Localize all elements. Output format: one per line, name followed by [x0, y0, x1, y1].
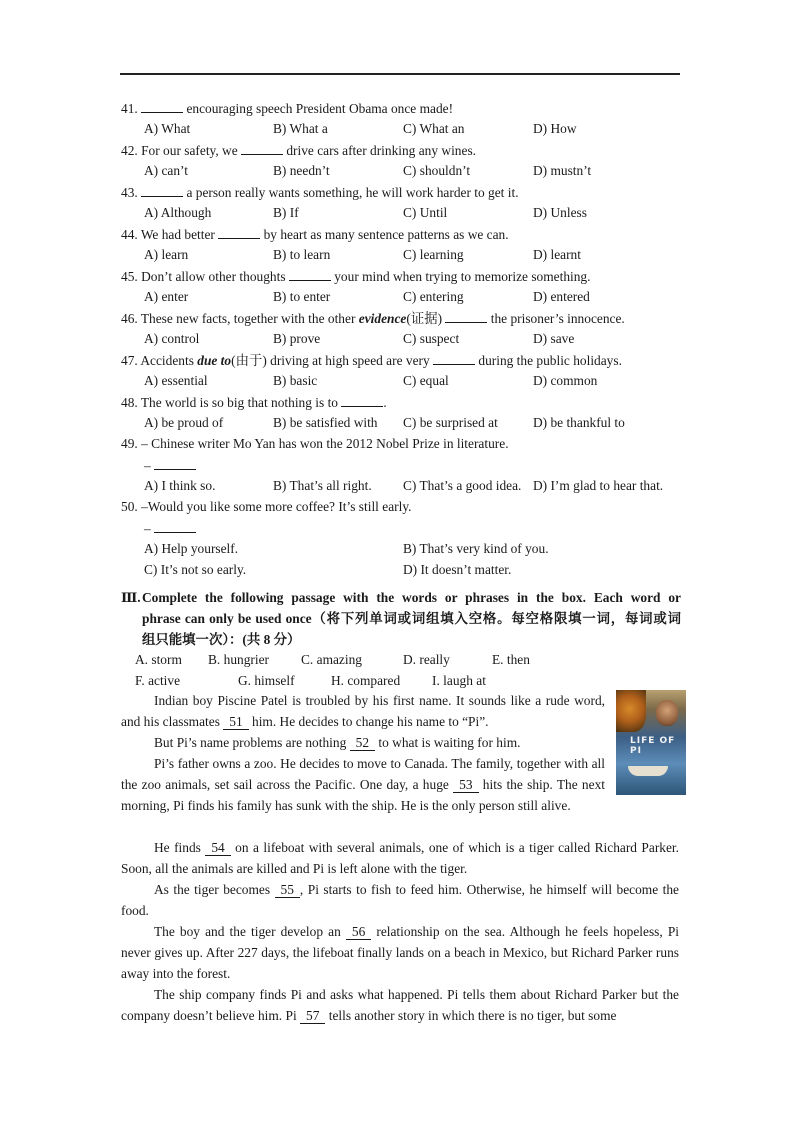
option[interactable]: A) control	[144, 331, 200, 346]
option[interactable]: C) That’s a good idea.	[403, 478, 522, 493]
option[interactable]: D) save	[533, 331, 575, 346]
option[interactable]: B) That’s all right.	[273, 478, 372, 493]
option[interactable]: D) mustn’t	[533, 163, 592, 178]
option[interactable]: A) Help yourself.	[144, 541, 239, 556]
word-choice: C. amazing	[301, 652, 362, 667]
section-instruction-line: 组只能填一次）：(共 8 分）	[142, 632, 301, 647]
option[interactable]: D) learnt	[533, 247, 581, 262]
option[interactable]: B) to enter	[273, 289, 331, 304]
option[interactable]: A) Although	[144, 205, 212, 220]
option[interactable]: C) learning	[403, 247, 464, 262]
option[interactable]: D) common	[533, 373, 598, 388]
reply-line: –	[144, 520, 196, 537]
question-43: 43. a person really wants something, he will work harder to get it.	[121, 185, 519, 200]
answer-blank[interactable]	[141, 100, 183, 113]
option[interactable]: A) enter	[144, 289, 189, 304]
answer-blank-55[interactable]: 55	[275, 883, 300, 898]
option[interactable]: A) essential	[144, 373, 208, 388]
boy-figure	[656, 700, 678, 726]
word-choice: B. hungrier	[208, 652, 269, 667]
question-41: 41. encouraging speech President Obama once made!	[121, 101, 454, 116]
section-instruction-line: phrase can only be used once（将下列单词或词组填入空格。每空格限填一词，每词或词	[142, 611, 681, 626]
passage-paragraph: The ship company finds Pi and asks what happened. Pi tells them about Richard Parker but the company doesn’t believe him. Pi 57 tells another story in which there is no tiger, but some	[121, 987, 679, 1023]
word-choice: G. himself	[238, 673, 295, 688]
option[interactable]: D) be thankful to	[533, 415, 625, 430]
poster-title: LIFE OF PI	[630, 736, 676, 756]
option[interactable]: C) equal	[403, 373, 449, 388]
answer-blank[interactable]	[445, 310, 487, 323]
word-choice: A. storm	[135, 652, 182, 667]
option[interactable]: B) basic	[273, 373, 318, 388]
option[interactable]: C) be surprised at	[403, 415, 498, 430]
answer-blank[interactable]	[433, 352, 475, 365]
option[interactable]: A) I think so.	[144, 478, 216, 493]
word-choice: I. laugh at	[432, 673, 486, 688]
option[interactable]: C) It’s not so early.	[144, 562, 247, 577]
option[interactable]: C) shouldn’t	[403, 163, 471, 178]
option[interactable]: B) to learn	[273, 247, 331, 262]
answer-blank[interactable]	[289, 268, 331, 281]
word-choice: H. compared	[331, 673, 401, 688]
option[interactable]: B) prove	[273, 331, 321, 346]
section-instruction-line: Complete the following passage with the words or phrases in the box. Each word or	[142, 590, 681, 605]
answer-blank-53[interactable]: 53	[453, 778, 478, 793]
option[interactable]: A) learn	[144, 247, 189, 262]
question-46: 46. These new facts, together with the other evidence(证据) the prisoner’s innocence.	[121, 311, 625, 326]
header-rule	[120, 73, 680, 75]
answer-blank-54[interactable]: 54	[205, 841, 230, 856]
option[interactable]: C) entering	[403, 289, 464, 304]
option[interactable]: D) How	[533, 121, 577, 136]
word-choice: E. then	[492, 652, 530, 667]
question-49: 49. – Chinese writer Mo Yan has won the 2012 Nobel Prize in literature.	[121, 436, 509, 451]
tiger-figure	[616, 690, 646, 732]
option[interactable]: B) If	[273, 205, 299, 220]
answer-blank-57[interactable]: 57	[300, 1009, 325, 1024]
option[interactable]: D) Unless	[533, 205, 587, 220]
option[interactable]: A) can’t	[144, 163, 188, 178]
option[interactable]: A) What	[144, 121, 191, 136]
question-44: 44. We had better by heart as many sentence patterns as we can.	[121, 227, 509, 242]
word-choice: F. active	[135, 673, 181, 688]
passage-paragraph: The boy and the tiger develop an 56 relationship on the sea. Although he feels hopeless, Pi never gives up. After 227 days, the lifeboat finally lands on a beach in Mexico, but Richard Parker runs away into the forest.	[121, 924, 679, 981]
answer-blank[interactable]	[218, 226, 260, 239]
passage-paragraph: Pi’s father owns a zoo. He decides to move to Canada. The family, together with all the zoo animals, set sail across the Pacific. One day, a huge 53 hits the ship. The next morning, Pi finds his family has sunk with the ship. He is the only person still alive.	[121, 756, 605, 813]
option[interactable]: D) I’m glad to hear that.	[533, 478, 664, 493]
reply-line: –	[144, 457, 196, 474]
option[interactable]: B) That’s very kind of you.	[403, 541, 549, 556]
answer-blank-51[interactable]: 51	[223, 715, 248, 730]
passage-paragraph: He finds 54 on a lifeboat with several animals, one of which is a tiger called Richard Parker. Soon, all the animals are killed and Pi is left alone with the tiger.	[121, 840, 679, 876]
answer-blank[interactable]	[341, 394, 383, 407]
question-47: 47. Accidents due to(由于) driving at high speed are very during the public holidays.	[121, 353, 622, 368]
option[interactable]: C) What an	[403, 121, 465, 136]
option[interactable]: B) needn’t	[273, 163, 330, 178]
question-48: 48. The world is so big that nothing is to .	[121, 395, 387, 410]
option[interactable]: C) suspect	[403, 331, 460, 346]
answer-blank-56[interactable]: 56	[346, 925, 371, 940]
option[interactable]: A) be proud of	[144, 415, 224, 430]
passage-paragraph: But Pi’s name problems are nothing 52 to what is waiting for him.	[154, 735, 521, 750]
answer-blank-52[interactable]: 52	[350, 736, 375, 751]
option[interactable]: B) be satisfied with	[273, 415, 378, 430]
answer-blank[interactable]	[154, 457, 196, 470]
answer-blank[interactable]	[241, 142, 283, 155]
question-45: 45. Don’t allow other thoughts your mind when trying to memorize something.	[121, 269, 591, 284]
section-heading	[121, 587, 681, 650]
section-number: Ⅲ.	[121, 590, 141, 605]
answer-blank[interactable]	[141, 184, 183, 197]
word-choice: D. really	[403, 652, 450, 667]
option[interactable]: D) It doesn’t matter.	[403, 562, 512, 577]
option[interactable]: B) What a	[273, 121, 328, 136]
question-42: 42. For our safety, we drive cars after drinking any wines.	[121, 143, 476, 158]
option[interactable]: C) Until	[403, 205, 448, 220]
answer-blank[interactable]	[154, 520, 196, 533]
question-50: 50. –Would you like some more coffee? It’s still early.	[121, 499, 412, 514]
passage-paragraph: Indian boy Piscine Patel is troubled by his first name. It sounds like a rude word, and his classmates 51 him. He decides to change his name to “Pi”.	[121, 693, 605, 729]
passage-paragraph: As the tiger becomes 55 , Pi starts to fish to feed him. Otherwise, he himself will become the food.	[121, 882, 679, 918]
option[interactable]: D) entered	[533, 289, 590, 304]
